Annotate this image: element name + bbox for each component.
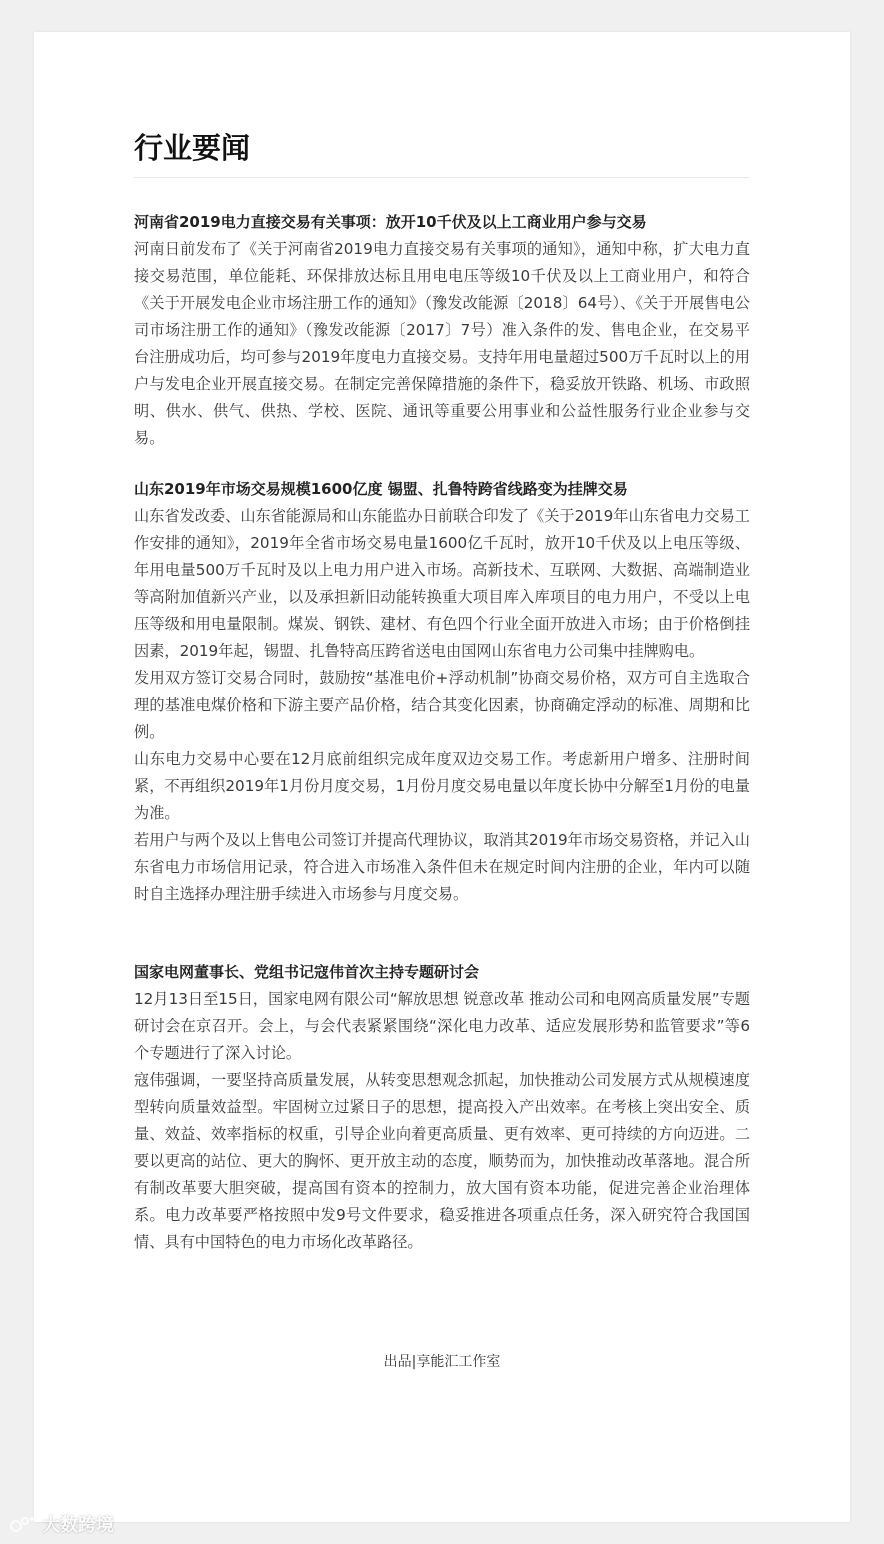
news-paragraph: 发用双方签订交易合同时，鼓励按“基准电价+浮动机制”协商交易价格，双方可自主选取合理的基准电煤价格和下游主要产品价格，结合其变化因素，协商确定浮动的标准、周期和比例。 <box>134 669 750 741</box>
news-item-shandong <box>134 476 750 908</box>
news-paragraph: 河南日前发布了《关于河南省2019电力直接交易有关事项的通知》，通知中称，扩大电力直接交易范围，单位能耗、环保排放达标且用电电压等级10千伏及以上工商业用户，和符合《关于开展发电企业市场注册工作的通知》（豫发改能源〔2018〕64号）、《关于开展售电公司市场注册工作的通知》（豫发改能源〔2017〕7号）准入条件的发、售电企业，在交易平台注册成功后，均可参与2019年度电力直接交易。支持年用电量超过500万千瓦时以上的用户与发电企业开展直接交易。在制定完善保障措施的条件下，稳妥放开铁路、机场、市政照明、供水、供气、供热、学校、医院、通讯等重要公用事业和公益性服务行业企业参与交易。 <box>134 240 750 447</box>
watermark-text: 大数跨境 <box>42 1515 114 1536</box>
news-paragraph: 山东电力交易中心要在12月底前组织完成年度双边交易工作。考虑新用户增多、注册时间紧，不再组织2019年1月份月度交易，1月份月度交易电量以年度长协中分解至1月份的电量为准。 <box>134 750 750 822</box>
news-heading: 国家电网董事长、党组书记寇伟首次主持专题研讨会 <box>134 963 480 981</box>
page-title: 行业要闻 <box>134 131 251 165</box>
news-paragraph: 若用户与两个及以上售电公司签订并提高代理协议，取消其2019年市场交易资格，并记入山东省电力市场信用记录，符合进入市场准入条件但未在规定时间内注册的企业，年内可以随时自主选择办理注册手续进入市场参与月度交易。 <box>134 831 750 903</box>
watermark-logo-icon <box>8 1515 36 1533</box>
news-paragraph: 寇伟强调，一要坚持高质量发展，从转变思想观念抓起，加快推动公司发展方式从规模速度型转向质量效益型。牢固树立过紧日子的思想，提高投入产出效率。在考核上突出安全、质量、效益、效率指标的权重，引导企业向着更高质量、更有效率、更可持续的方向迈进。二要以更高的站位、更大的胸怀、更开放主动的态度，顺势而为，加快推动改革落地。混合所有制改革要大胆突破，提高国有资本的控制力，放大国有资本功能，促进完善企业治理体系。电力改革要严格按照中发9号文件要求，稳妥推进各项重点任务，深入研究符合我国国情、具有中国特色的电力市场化改革路径。 <box>134 1071 750 1251</box>
news-item-state-grid <box>134 959 750 1256</box>
news-paragraph: 12月13日至15日，国家电网有限公司“解放思想 锐意改革 推动公司和电网高质量发展”专题研讨会在京召开。会上，与会代表紧紧围绕“深化电力改革、适应发展形势和监管要求”等6个专题进行了深入讨论。 <box>134 990 750 1062</box>
news-paragraph: 山东省发改委、山东省能源局和山东能监办日前联合印发了《关于2019年山东省电力交易工作安排的通知》，2019年全省市场交易电量1600亿千瓦时，放开10千伏及以上电压等级、年用电量500万千瓦时及以上电力用户进入市场。高新技术、互联网、大数据、高端制造业等高附加值新兴产业，以及承担新旧动能转换重大项目库入库项目的电力用户，不受以上电压等级和用电量限制。煤炭、钢铁、建材、有色四个行业全面开放进入市场；由于价格倒挂因素，2019年起，锡盟、扎鲁特高压跨省送电由国网山东省电力公司集中挂牌购电。 <box>134 507 750 660</box>
news-item-henan <box>134 209 750 452</box>
footer-credit: 出品|享能汇工作室 <box>383 1354 501 1370</box>
title-divider <box>134 177 750 178</box>
watermark <box>8 1512 114 1536</box>
news-heading: 河南省2019电力直接交易有关事项：放开10千伏及以上工商业用户参与交易 <box>134 213 647 231</box>
news-heading: 山东2019年市场交易规模1600亿度 锡盟、扎鲁特跨省线路变为挂牌交易 <box>134 480 628 498</box>
article-card <box>34 32 850 1522</box>
